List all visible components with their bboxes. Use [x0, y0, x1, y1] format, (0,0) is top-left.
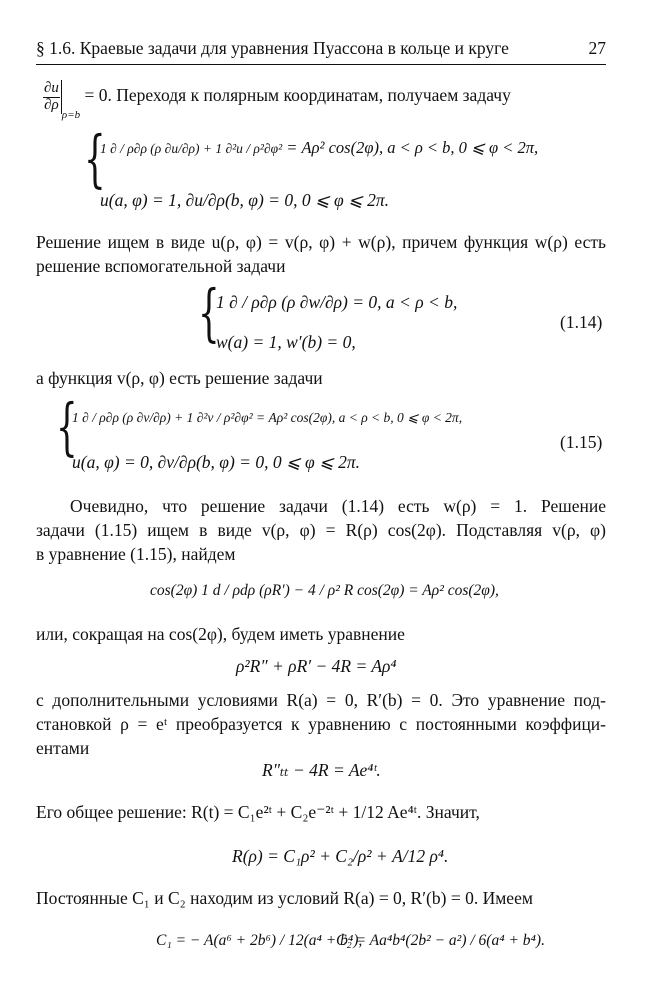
paragraph-5a: с дополнительными условиями R(a) = 0, R′(b) = 0. Это уравнение под-	[36, 690, 606, 710]
equation-e1: C₁ = − A(a⁶ + 2b⁶) / 12(a⁴ + b⁴),	[156, 932, 363, 949]
condition-subscript: ρ=b	[61, 108, 81, 121]
paragraph-5b: становкой ρ = eᵗ преобразуется к уравнению с постоянными коэффици-	[36, 714, 606, 734]
system2-row1: 1 ∂ / ρ∂ρ (ρ ∂w/∂ρ) = 0, a < ρ < b,	[216, 292, 458, 312]
equation-b: ρ²R″ + ρR′ − 4R = Aρ⁴	[236, 656, 397, 676]
paragraph-4: или, сокращая на cos(2φ), будем иметь уравнение	[36, 624, 405, 644]
paragraph-1a: Решение ищем в виде u(ρ, φ) = v(ρ, φ) + w(ρ), причем функция w(ρ) есть	[36, 232, 606, 252]
header-title: § 1.6. Краевые задачи для уравнения Пуассона в кольце и круге	[36, 38, 509, 58]
paragraph-5c: ентами	[36, 738, 90, 758]
running-header	[36, 38, 606, 59]
system3-row2: u(a, φ) = 0, ∂v/∂ρ(b, φ) = 0, 0 ⩽ φ ⩽ 2π.	[72, 452, 361, 472]
paragraph-2: а функция v(ρ, φ) есть решение задачи	[36, 368, 323, 388]
paragraph-3b: задачи (1.15) ищем в виде v(ρ, φ) = R(ρ) cos(2φ). Подставляя v(ρ, φ)	[36, 520, 606, 540]
paragraph-1b: решение вспомогательной задачи	[36, 256, 286, 276]
system1-row2: u(a, φ) = 1, ∂u/∂ρ(b, φ) = 0, 0 ⩽ φ ⩽ 2π.	[100, 190, 389, 210]
equation-e2: C₂ = Aa⁴b⁴(2b² − a²) / 6(a⁴ + b⁴).	[336, 932, 545, 949]
system-brace-2: {	[198, 276, 220, 349]
fraction-du-drho: $\frac{\partial u}{\partial\rho}$	[44, 79, 59, 113]
system1-row1	[100, 138, 538, 158]
page-number: 27	[588, 38, 606, 58]
paragraph-6: Его общее решение: R(t) = C₁e²ᵗ + C₂e⁻²ᵗ + 1/12 Ae⁴ᵗ. Значит,	[36, 802, 480, 822]
intro-text: = 0. Переходя к полярным координатам, получаем задачу	[84, 85, 511, 106]
equation-c: R″ₜₜ − 4R = Ae⁴ᵗ.	[262, 760, 381, 780]
paragraph-7: Постоянные C₁ и C₂ находим из условий R(a) = 0, R′(b) = 0. Имеем	[36, 888, 533, 908]
equation-a: cos(2φ) 1 d / ρdρ (ρR′) − 4 / ρ² R cos(2φ) = Aρ² cos(2φ),	[150, 582, 499, 599]
header-rule	[36, 64, 606, 65]
system1-row1-rhs: = Aρ² cos(2φ), a < ρ < b, 0 ⩽ φ < 2π,	[286, 138, 539, 157]
system3-row1: 1 ∂ / ρ∂ρ (ρ ∂v/∂ρ) + 1 ∂²v / ρ²∂φ² = Aρ² cos(2φ), a < ρ < b, 0 ⩽ φ < 2π,	[72, 410, 463, 425]
equation-d: R(ρ) = C₁ρ² + C₂/ρ² + A/12 ρ⁴.	[232, 846, 449, 866]
paragraph-3a: Очевидно, что решение задачи (1.14) есть w(ρ) = 1. Решение	[70, 496, 606, 516]
equation-number-1-14: (1.14)	[560, 312, 603, 332]
system-brace-3: {	[56, 390, 78, 463]
system1-row1-lhs: 1 ∂ / ρ∂ρ (ρ ∂u/∂ρ) + 1 ∂²u / ρ²∂φ²	[100, 141, 283, 156]
equation-number-1-15: (1.15)	[560, 432, 603, 452]
system2-row2: w(a) = 1, w′(b) = 0,	[216, 332, 356, 352]
paragraph-3c: в уравнение (1.15), найдем	[36, 544, 236, 564]
system-brace-1: {	[84, 122, 106, 195]
